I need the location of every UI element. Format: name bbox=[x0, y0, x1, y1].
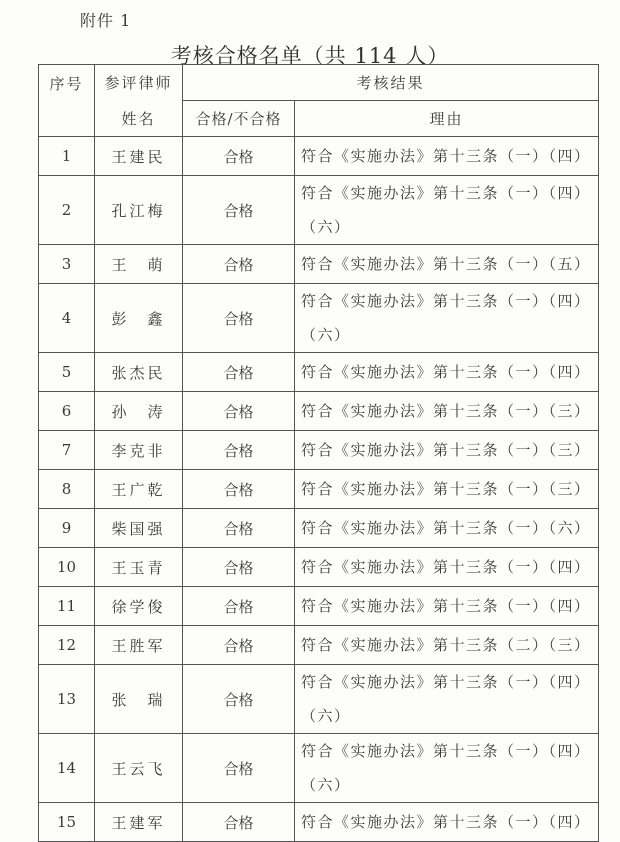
row-no: 12 bbox=[39, 626, 95, 665]
row-result: 合格 bbox=[183, 470, 295, 509]
table-row bbox=[39, 734, 599, 803]
row-no: 6 bbox=[39, 392, 95, 431]
table-row bbox=[39, 626, 599, 665]
document-title: 考核合格名单（共 114 人） bbox=[170, 44, 450, 68]
row-no: 9 bbox=[39, 509, 95, 548]
row-reason: 符合《实施办法》第十三条（一）（四）（六） bbox=[295, 176, 599, 245]
row-reason: 符合《实施办法》第十三条（一）（五） bbox=[295, 245, 599, 284]
row-reason: 符合《实施办法》第十三条（一）（四） bbox=[295, 548, 599, 587]
header-name-line1: 参评律师 bbox=[95, 65, 183, 101]
table-row bbox=[39, 245, 599, 284]
row-result: 合格 bbox=[183, 548, 295, 587]
row-name: 孙 涛 bbox=[95, 392, 183, 431]
row-no: 5 bbox=[39, 353, 95, 392]
row-reason: 符合《实施办法》第十三条（一）（四） bbox=[295, 353, 599, 392]
row-reason: 符合《实施办法》第十三条（一）（四）（六） bbox=[295, 734, 599, 803]
header-row-2 bbox=[39, 101, 599, 137]
row-reason: 符合《实施办法》第十三条（二）（三） bbox=[295, 626, 599, 665]
row-no: 15 bbox=[39, 803, 95, 842]
table-row bbox=[39, 353, 599, 392]
row-reason: 符合《实施办法》第十三条（一）（三） bbox=[295, 392, 599, 431]
row-result: 合格 bbox=[183, 353, 295, 392]
row-no: 11 bbox=[39, 587, 95, 626]
table-row bbox=[39, 509, 599, 548]
table-row bbox=[39, 284, 599, 353]
table-row bbox=[39, 176, 599, 245]
table-row bbox=[39, 548, 599, 587]
row-name: 柴国强 bbox=[95, 509, 183, 548]
row-result: 合格 bbox=[183, 734, 295, 803]
table-row bbox=[39, 803, 599, 842]
row-result: 合格 bbox=[183, 392, 295, 431]
row-no: 2 bbox=[39, 176, 95, 245]
row-name: 王建民 bbox=[95, 137, 183, 176]
row-no: 4 bbox=[39, 284, 95, 353]
row-name: 王玉青 bbox=[95, 548, 183, 587]
row-result: 合格 bbox=[183, 803, 295, 842]
row-name: 张杰民 bbox=[95, 353, 183, 392]
table-row bbox=[39, 392, 599, 431]
row-reason: 符合《实施办法》第十三条（一）（四）（六） bbox=[295, 284, 599, 353]
row-no: 8 bbox=[39, 470, 95, 509]
header-no: 序号 bbox=[39, 65, 95, 137]
row-reason: 符合《实施办法》第十三条（一）（四）（六） bbox=[295, 665, 599, 734]
row-no: 14 bbox=[39, 734, 95, 803]
row-result: 合格 bbox=[183, 587, 295, 626]
row-reason: 符合《实施办法》第十三条（一）（六） bbox=[295, 509, 599, 548]
row-name: 王建军 bbox=[95, 803, 183, 842]
header-row-1 bbox=[39, 65, 599, 101]
header-result: 合格/不合格 bbox=[183, 101, 295, 137]
header-reason: 理由 bbox=[295, 101, 599, 137]
table-row bbox=[39, 470, 599, 509]
row-result: 合格 bbox=[183, 176, 295, 245]
attachment-label: 附件 1 bbox=[80, 11, 132, 30]
row-no: 7 bbox=[39, 431, 95, 470]
header-result-group: 考核结果 bbox=[183, 65, 599, 101]
row-name: 孔江梅 bbox=[95, 176, 183, 245]
row-reason: 符合《实施办法》第十三条（一）（四） bbox=[295, 803, 599, 842]
row-result: 合格 bbox=[183, 284, 295, 353]
row-result: 合格 bbox=[183, 665, 295, 734]
row-name: 李克非 bbox=[95, 431, 183, 470]
row-no: 10 bbox=[39, 548, 95, 587]
row-reason: 符合《实施办法》第十三条（一）（三） bbox=[295, 431, 599, 470]
row-result: 合格 bbox=[183, 137, 295, 176]
header-name-line2: 姓名 bbox=[95, 101, 183, 137]
table-row bbox=[39, 431, 599, 470]
row-no: 13 bbox=[39, 665, 95, 734]
row-reason: 符合《实施办法》第十三条（一）（四） bbox=[295, 137, 599, 176]
row-name: 王广乾 bbox=[95, 470, 183, 509]
row-result: 合格 bbox=[183, 626, 295, 665]
row-name: 王胜军 bbox=[95, 626, 183, 665]
row-name: 王 萌 bbox=[95, 245, 183, 284]
table-row bbox=[39, 665, 599, 734]
row-no: 1 bbox=[39, 137, 95, 176]
row-name: 王云飞 bbox=[95, 734, 183, 803]
row-name: 彭 鑫 bbox=[95, 284, 183, 353]
row-result: 合格 bbox=[183, 431, 295, 470]
table-row bbox=[39, 587, 599, 626]
row-name: 张 瑞 bbox=[95, 665, 183, 734]
row-result: 合格 bbox=[183, 509, 295, 548]
table-row bbox=[39, 137, 599, 176]
row-reason: 符合《实施办法》第十三条（一）（四） bbox=[295, 587, 599, 626]
row-reason: 符合《实施办法》第十三条（一）（三） bbox=[295, 470, 599, 509]
row-name: 徐学俊 bbox=[95, 587, 183, 626]
row-result: 合格 bbox=[183, 245, 295, 284]
qualified-list-table bbox=[38, 64, 599, 842]
row-no: 3 bbox=[39, 245, 95, 284]
